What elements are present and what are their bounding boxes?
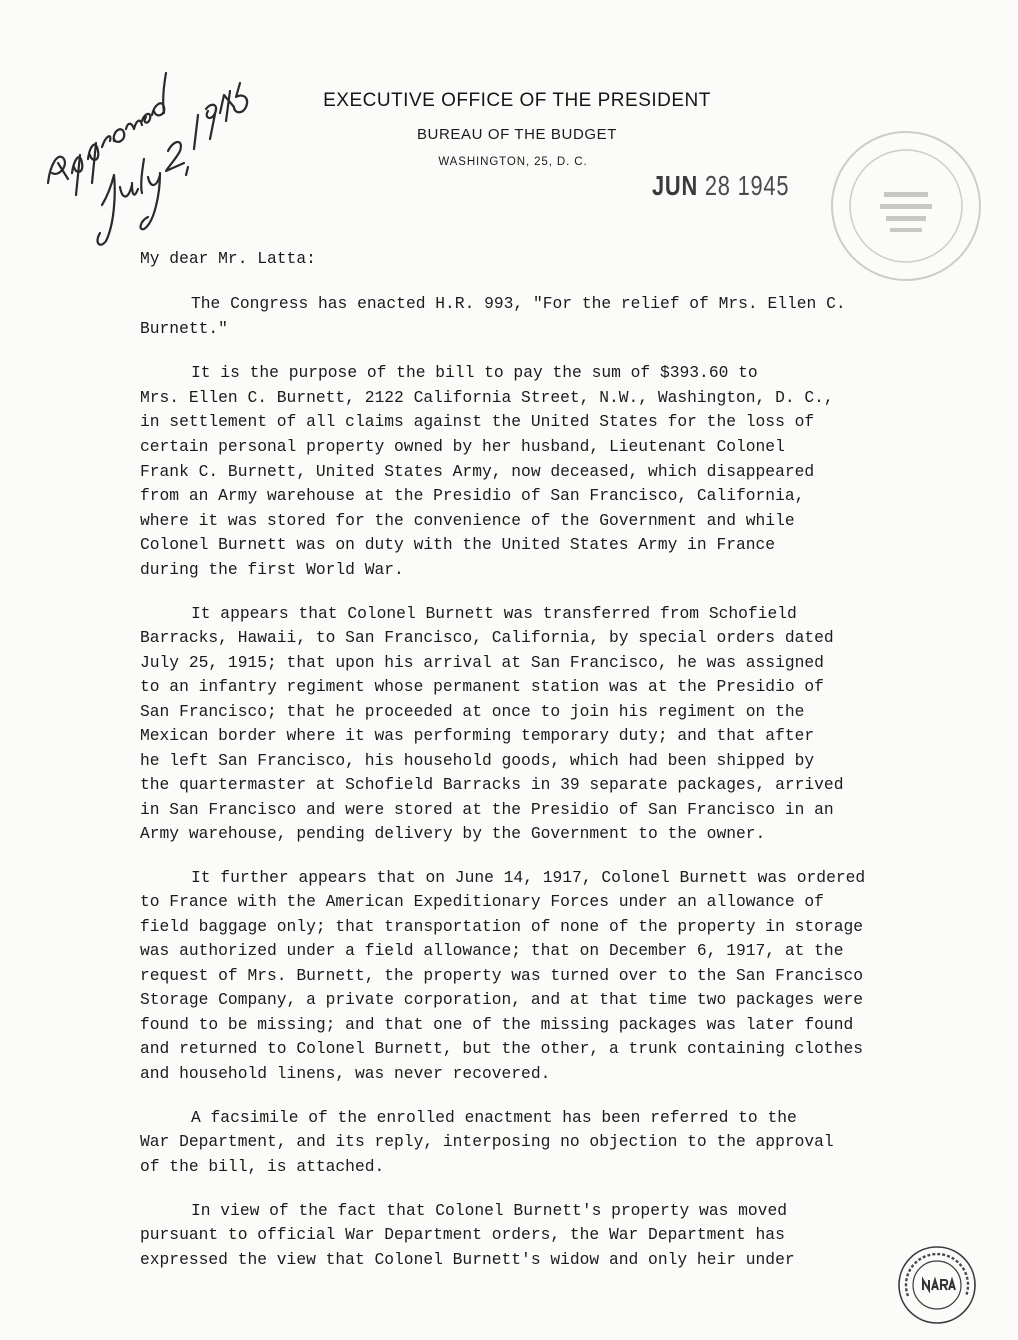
- paragraph-2-line-3: in settlement of all claims against the United States for the loss of: [140, 412, 815, 431]
- paragraph-3-line-9: in San Francisco and were stored at the Presidio of San Francisco in an: [140, 800, 834, 819]
- paragraph-4-line-1: It further appears that on June 14, 1917, Colonel Burnett was ordered: [191, 868, 866, 887]
- paragraph-5-line-3: of the bill, is attached.: [140, 1157, 385, 1176]
- paragraph-4-line-6: Storage Company, a private corporation, and at that time two packages were: [140, 990, 864, 1009]
- paragraph-3-line-1: It appears that Colonel Burnett was transferred from Schofield: [191, 604, 797, 623]
- paragraph-6-line-1: In view of the fact that Colonel Burnett's property was moved: [191, 1201, 787, 1220]
- paragraph-1-line-2: Burnett.": [140, 319, 228, 338]
- paragraph-3-line-3: July 25, 1915; that upon his arrival at San Francisco, he was assigned: [140, 653, 824, 672]
- paragraph-2-line-1: It is the purpose of the bill to pay the sum of $393.60 to: [191, 363, 758, 382]
- stamp-day-year: 28 1945: [704, 170, 790, 201]
- paragraph-4-line-8: and returned to Colonel Burnett, but the other, a trunk containing clothes: [140, 1039, 864, 1058]
- paragraph-3-line-2: Barracks, Hawaii, to San Francisco, California, by special orders dated: [140, 628, 834, 647]
- paragraph-2-line-4: certain personal property owned by her husband, Lieutenant Colonel: [140, 437, 785, 456]
- paragraph-5-line-1: A facsimile of the enrolled enactment has been referred to the: [191, 1108, 797, 1127]
- library-seal-stamp: [826, 126, 986, 286]
- salutation: My dear Mr. Latta:: [140, 249, 316, 268]
- paragraph-3-line-8: the quartermaster at Schofield Barracks in 39 separate packages, arrived: [140, 775, 844, 794]
- paragraph-4-line-3: field baggage only; that transportation of none of the property in storage: [140, 917, 864, 936]
- paragraph-4-line-7: found to be missing; and that one of the missing packages was later found: [140, 1015, 854, 1034]
- paragraph-3-line-7: he left San Francisco, his household goods, which had been shipped by: [140, 751, 815, 770]
- paragraph-2-line-5: Frank C. Burnett, United States Army, now deceased, which disappeared: [140, 462, 815, 481]
- paragraph-2-line-7: where it was stored for the convenience of the Government and while: [140, 511, 795, 530]
- paragraph-3-line-4: to an infantry regiment whose permanent station was at the Presidio of: [140, 677, 824, 696]
- paragraph-5-line-2: War Department, and its reply, interposing no objection to the approval: [140, 1132, 834, 1151]
- paragraph-2-line-6: from an Army warehouse at the Presidio of San Francisco, California,: [140, 486, 805, 505]
- handwritten-approval-annotation: [28, 55, 268, 255]
- paragraph-2-line-8: Colonel Burnett was on duty with the United States Army in France: [140, 535, 776, 554]
- stamp-month: JUN: [652, 170, 699, 201]
- paragraph-1-line-1: The Congress has enacted H.R. 993, "For the relief of Mrs. Ellen C.: [191, 294, 846, 313]
- paragraph-4-line-4: was authorized under a field allowance; that on December 6, 1917, at the: [140, 941, 844, 960]
- paragraph-6-line-2: pursuant to official War Department orders, the War Department has: [140, 1225, 785, 1244]
- received-date-stamp: [652, 170, 789, 202]
- paragraph-2-line-2: Mrs. Ellen C. Burnett, 2122 California Street, N.W., Washington, D. C.,: [140, 388, 834, 407]
- paragraph-4-line-9: and household linens, was never recovered.: [140, 1064, 551, 1083]
- paragraph-4-line-2: to France with the American Expeditionary Forces under an allowance of: [140, 892, 824, 911]
- paragraph-3-line-5: San Francisco; that he proceeded at once to join his regiment on the: [140, 702, 805, 721]
- letterhead-office: EXECUTIVE OFFICE OF THE PRESIDENT: [323, 90, 711, 111]
- paragraph-3-line-6: Mexican border where it was performing temporary duty; and that after: [140, 726, 815, 745]
- paragraph-6-line-3: expressed the view that Colonel Burnett's widow and only heir under: [140, 1250, 795, 1269]
- paragraph-3-line-10: Army warehouse, pending delivery by the Government to the owner.: [140, 824, 766, 843]
- truman-library-seal: [896, 1244, 978, 1326]
- letterhead-bureau: BUREAU OF THE BUDGET: [416, 126, 618, 143]
- paragraph-4-line-5: request of Mrs. Burnett, the property was turned over to the San Francisco: [140, 966, 864, 985]
- letterhead-city: WASHINGTON, 25, D. C.: [438, 156, 588, 168]
- paragraph-2-line-9: during the first World War.: [140, 560, 404, 579]
